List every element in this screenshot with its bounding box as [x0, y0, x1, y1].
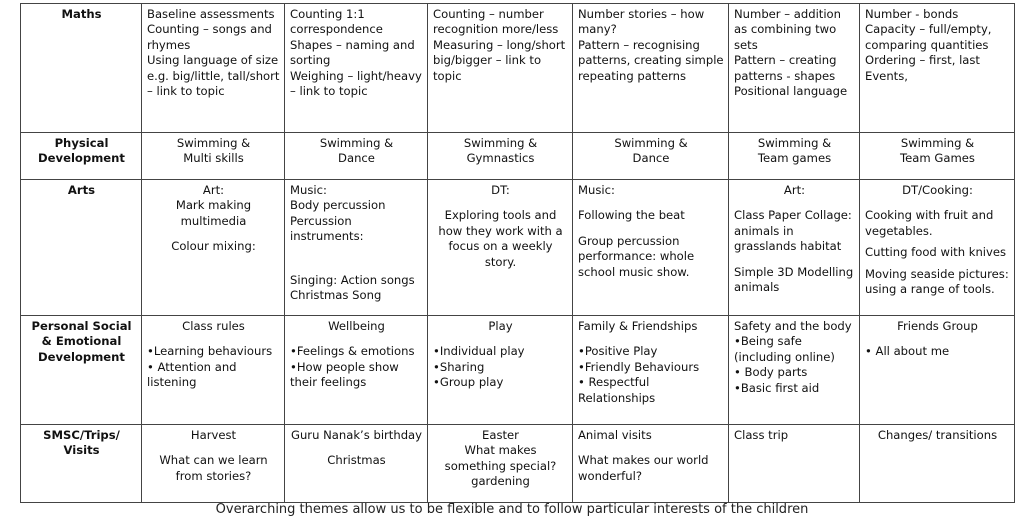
physical-term-3 — [428, 133, 573, 180]
cell-line: Body percussion — [290, 198, 386, 213]
cell-line: Christmas Song — [290, 288, 382, 303]
list-item: • Body parts — [734, 365, 808, 380]
maths-term-3 — [428, 4, 573, 133]
physical-term-1 — [142, 133, 285, 180]
list-item: •Being safe (including online) — [734, 334, 835, 364]
row-header-arts: Arts — [21, 180, 142, 316]
cell-title: Safety and the body — [734, 319, 852, 333]
table-row — [21, 4, 1015, 133]
physical-term-5 — [729, 133, 860, 180]
arts-term-4 — [573, 180, 729, 316]
cell-line: multimedia — [180, 213, 247, 228]
list-item: • Respectful Relationships — [578, 375, 656, 405]
cell-line: What makes something special? gardening — [444, 443, 557, 489]
cell-line: Simple 3D Modelling animals — [734, 264, 854, 295]
smsc-term-2 — [285, 425, 428, 503]
cell-line: Ordering – first, last Events, — [865, 53, 980, 83]
list-item: •Feelings & emotions — [290, 344, 415, 359]
row-header-physical: Physical Development — [21, 133, 142, 180]
list-item: •Basic first aid — [734, 380, 820, 395]
curriculum-table — [20, 3, 1015, 503]
arts-term-3 — [428, 180, 573, 316]
table-row — [21, 133, 1015, 180]
cell-line: Cutting food with knives — [865, 245, 1007, 260]
cell-line: Measuring – long/short big/bigger – link to topic — [433, 37, 566, 83]
psed-term-1 — [142, 316, 285, 425]
maths-term-4 — [573, 4, 729, 133]
cell-line: What makes our world wonderful? — [578, 453, 709, 483]
cell-line: Using language of size e.g. big/little, tall/short – link to topic — [147, 53, 280, 99]
list-item: • All about me — [865, 344, 950, 359]
psed-term-6 — [860, 316, 1015, 425]
smsc-term-6 — [860, 425, 1015, 503]
cell-line: Swimming & — [176, 136, 251, 150]
cell-title: Harvest — [190, 428, 237, 442]
cell-line: Pattern – recognising patterns, creating simple repeating patterns — [578, 37, 724, 83]
cell-line: Swimming & — [757, 136, 832, 150]
cell-line: Gymnastics — [466, 151, 535, 166]
cell-line: Swimming & — [900, 136, 975, 150]
psed-term-5 — [729, 316, 860, 425]
cell-title: Class rules — [182, 319, 245, 333]
smsc-term-3 — [428, 425, 573, 503]
cell-line: Team Games — [900, 151, 975, 166]
cell-line: Swimming & — [614, 136, 688, 150]
cell-title: Art: — [783, 183, 806, 197]
arts-term-2 — [285, 180, 428, 316]
row-header-smsc: SMSC/Trips/ Visits — [21, 425, 142, 503]
cell-line: Number stories – how many? — [578, 7, 705, 37]
cell-line: Multi skills — [183, 151, 244, 166]
cell-line: Team games — [757, 151, 832, 166]
cell-line: Singing: Action songs — [290, 272, 415, 287]
cell-line: Colour mixing: — [171, 239, 256, 254]
table-row — [21, 180, 1015, 316]
list-item: •Individual play — [433, 344, 525, 359]
arts-term-1 — [142, 180, 285, 316]
cell-line: Moving seaside pictures: using a range of tools. — [865, 266, 1009, 297]
cell-title: Art: — [202, 183, 225, 197]
cell-line: Mark making — [175, 198, 252, 213]
table-row — [21, 425, 1015, 503]
footer-note: Overarching themes allow us to be flexible and to follow particular interests of the children — [215, 502, 809, 517]
cell-line: Group percussion performance: whole school music show. — [578, 233, 695, 279]
cell-line: Baseline assessments — [147, 7, 275, 21]
cell-line: Christmas — [327, 453, 386, 468]
cell-title: Wellbeing — [328, 319, 385, 333]
cell-title: Friends Group — [897, 319, 978, 333]
cell-line: Counting – songs and rhymes — [147, 22, 272, 52]
list-item: •Positive Play — [578, 344, 658, 359]
maths-term-2 — [285, 4, 428, 133]
cell-title: Animal visits — [578, 428, 652, 442]
cell-line: Cooking with fruit and vegetables. — [865, 208, 994, 238]
row-header-maths: Maths — [21, 4, 142, 133]
cell-title: DT: — [491, 183, 510, 197]
cell-line: Counting – number recognition more/less — [433, 7, 559, 37]
cell-title: Family & Friendships — [578, 319, 698, 333]
smsc-term-5 — [729, 425, 860, 503]
cell-title: Guru Nanak’s birthday — [290, 428, 423, 442]
cell-line: Dance — [632, 151, 670, 166]
list-item: •Sharing — [433, 359, 485, 374]
maths-term-6 — [860, 4, 1015, 133]
cell-line: Swimming & — [463, 136, 538, 150]
list-item: •Friendly Behaviours — [578, 359, 700, 374]
row-header-psed: Personal Social & Emotional Development — [21, 316, 142, 425]
maths-term-5 — [729, 4, 860, 133]
cell-line: What can we learn from stories? — [159, 453, 268, 483]
cell-title: Class trip — [734, 428, 789, 442]
physical-term-2 — [285, 133, 428, 180]
cell-line: Weighing – light/heavy – link to topic — [290, 68, 422, 99]
physical-term-4 — [573, 133, 729, 180]
cell-line: Following the beat — [578, 208, 685, 223]
smsc-term-4 — [573, 425, 729, 503]
list-item: •How people show their feelings — [290, 359, 399, 390]
maths-term-1 — [142, 4, 285, 133]
cell-line: Pattern – creating patterns - shapes — [734, 53, 837, 83]
cell-line: Number – addition as combining two sets — [734, 7, 841, 52]
list-item: •Learning behaviours — [147, 344, 273, 359]
cell-line: Positional language — [734, 84, 848, 99]
cell-line: Number - bonds — [865, 7, 959, 21]
cell-title: Changes/ transitions — [877, 428, 998, 442]
psed-term-4 — [573, 316, 729, 425]
cell-line: Percussion instruments: — [290, 213, 364, 244]
cell-line: Class Paper Collage: animals in grasslands habitat — [734, 208, 852, 254]
cell-line: Shapes – naming and sorting — [290, 37, 415, 68]
cell-title: Play — [488, 319, 513, 333]
cell-title: DT/Cooking: — [902, 183, 973, 197]
list-item: •Group play — [433, 375, 504, 390]
cell-title: Music: — [578, 183, 615, 197]
psed-term-3 — [428, 316, 573, 425]
smsc-term-1 — [142, 425, 285, 503]
cell-line: Swimming & — [319, 136, 394, 150]
psed-term-2 — [285, 316, 428, 425]
arts-term-5 — [729, 180, 860, 316]
cell-title: Music: — [290, 183, 327, 197]
cell-line: Capacity – full/empty, comparing quantities — [865, 22, 992, 52]
list-item: • Attention and listening — [147, 359, 237, 390]
table-row — [21, 316, 1015, 425]
physical-term-6 — [860, 133, 1015, 180]
cell-line: Exploring tools and how they work with a focus on a weekly story. — [438, 208, 563, 269]
cell-line: Counting 1:1 correspondence — [290, 7, 383, 37]
cell-line: Dance — [338, 151, 375, 166]
cell-title: Easter — [482, 428, 519, 442]
arts-term-6 — [860, 180, 1015, 316]
